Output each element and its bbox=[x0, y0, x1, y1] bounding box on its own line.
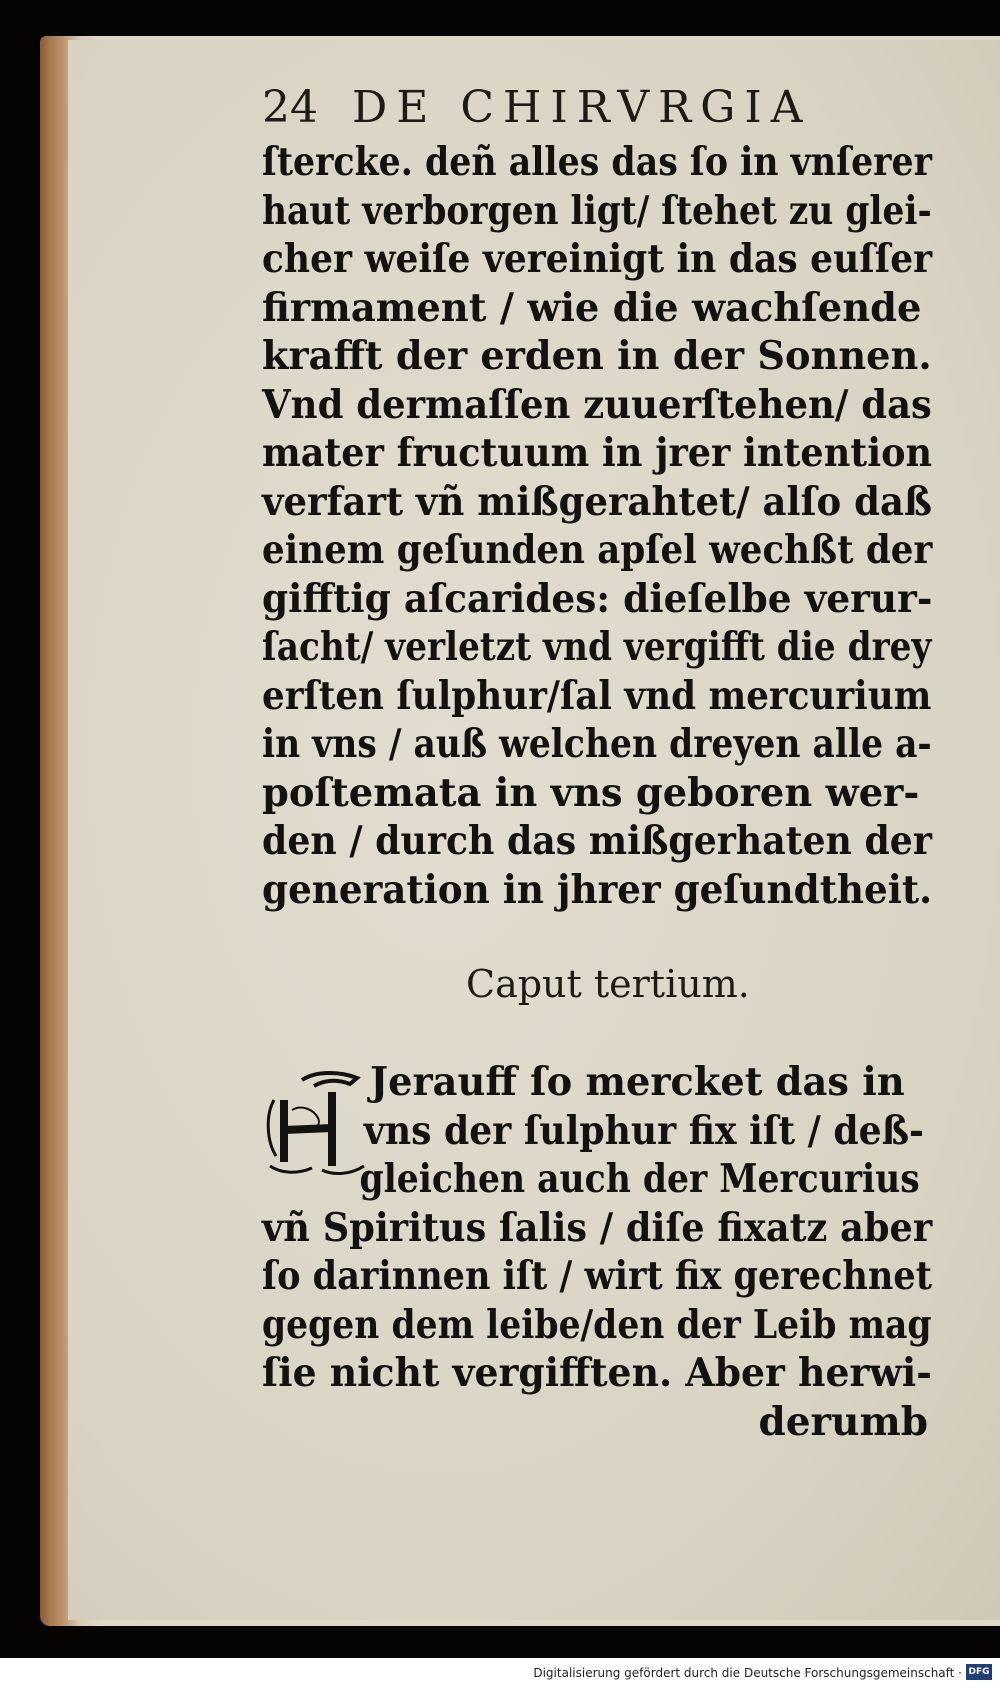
text-line: firmament / wie die wachſende bbox=[262, 284, 922, 331]
text-line: haut verborgen ligt/ ſtehet zu glei- bbox=[262, 187, 932, 234]
paragraph-1 bbox=[262, 138, 942, 914]
text-line: gleichen auch der Mercurius bbox=[359, 1156, 920, 1202]
text-line: erſten ſulphur/ſal vnd mercurium bbox=[262, 672, 932, 719]
text-line: den / durch das mißgerhaten der bbox=[262, 818, 932, 864]
text-line: ſie nicht vergifften. Aber herwi- bbox=[262, 1350, 932, 1396]
dfg-logo: DFG bbox=[966, 1664, 992, 1680]
digitization-credit: Digitalisierung gefördert durch die Deutsche Forschungsgemeinschaft · bbox=[533, 1666, 962, 1680]
text-line: ſacht/ verletzt vnd vergifft die drey bbox=[262, 624, 932, 670]
text-line: cher weiſe vereinigt in das euſſer bbox=[262, 236, 933, 282]
text-line: mater fructuum in jrer intention bbox=[262, 430, 933, 476]
text-line: gegen dem leibe/den der Leib mag bbox=[262, 1301, 932, 1348]
text-line: Jerauff ſo mercket das in bbox=[370, 1059, 905, 1105]
running-title: DE CHIRVRGIA bbox=[352, 82, 812, 133]
page-number: 24 bbox=[262, 82, 318, 133]
text-line: poſtemata in vns geboren wer- bbox=[262, 769, 920, 816]
text-line: krafft der erden in der Sonnen. bbox=[262, 333, 932, 379]
running-header bbox=[262, 82, 812, 133]
text-line: gifftig aſcarides: dieſelbe verur- bbox=[262, 575, 933, 622]
text-line: in vns / auß welchen dreyen alle a- bbox=[262, 721, 932, 767]
text-line: ſtercke. deñ alles das ſo in vnſerer bbox=[262, 139, 932, 185]
text-line: ſo darinnen iſt / wirt fix gerechnet bbox=[262, 1253, 932, 1299]
text-line: vns der ſulphur fix iſt / deß- bbox=[363, 1107, 925, 1154]
text-line: Vnd dermaſſen zuuerſtehen/ das bbox=[262, 381, 932, 428]
text-line: verfart vñ mißgerahtet/ alſo daß bbox=[262, 478, 933, 525]
paragraph-2 bbox=[262, 1058, 942, 1446]
text-line: vñ Spiritus ſalis / diſe fixatz aber bbox=[262, 1204, 933, 1251]
text-line: einem geſunden apſel wechßt der bbox=[262, 527, 933, 573]
catchword: derumb bbox=[758, 1398, 928, 1445]
text-line: generation in jhrer geſundtheit. bbox=[262, 866, 933, 913]
chapter-heading: Caput tertium. bbox=[466, 962, 750, 1006]
